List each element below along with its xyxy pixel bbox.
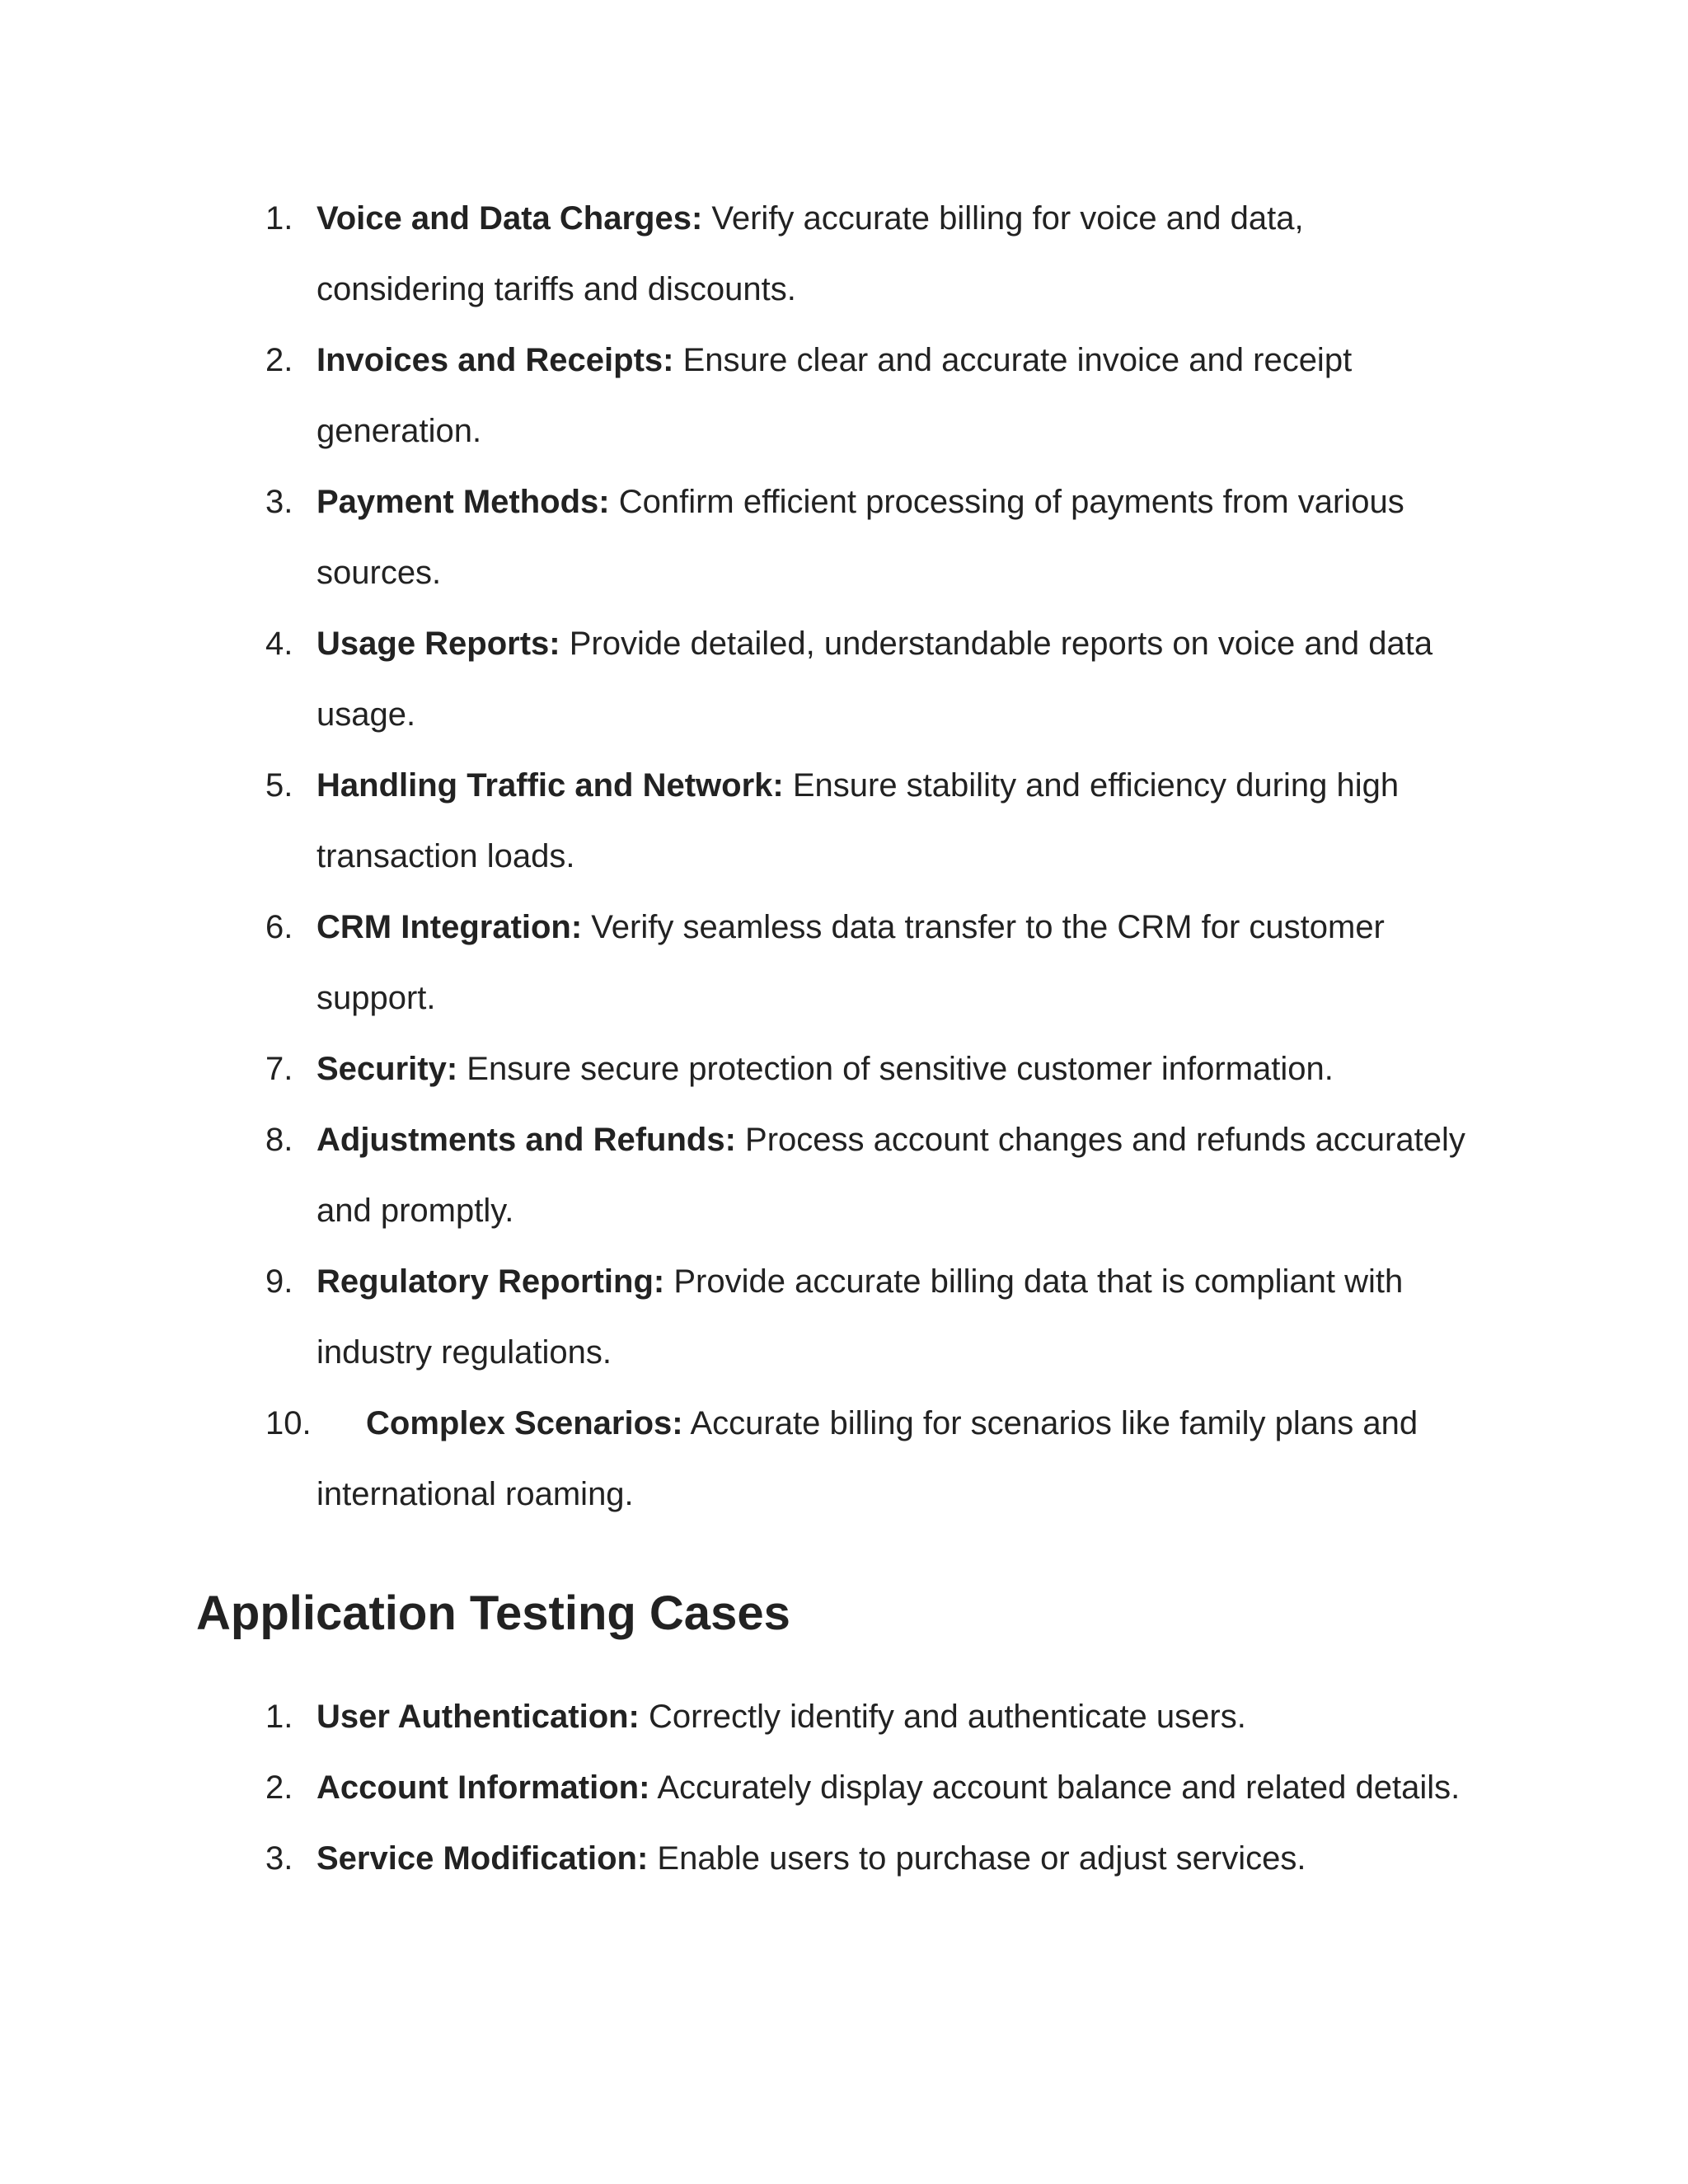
list-number: 2. [265,1769,293,1806]
item-text: Ensure stability and efficiency during high transaction loads. [316,767,1400,874]
list-number: 7. [265,1051,293,1087]
item-title: Regulatory Reporting: [316,1263,665,1300]
item-title: Security: [316,1051,458,1087]
list-item [265,1681,1469,1752]
list-item [265,750,1469,892]
item-text: Verify seamless data transfer to the CRM for customer support. [316,909,1385,1016]
billing-test-list [265,183,1469,1530]
application-test-list [265,1681,1469,1894]
item-title: Handling Traffic and Network: [316,767,784,804]
list-number: 2. [265,342,293,378]
list-number: 9. [265,1263,293,1300]
item-title: Adjustments and Refunds: [316,1122,736,1158]
list-item [265,183,1469,325]
list-item [265,1823,1469,1894]
list-number: 3. [265,1840,293,1877]
list-item [265,1388,1469,1530]
item-title: CRM Integration: [316,909,583,945]
item-title: Voice and Data Charges: [316,200,703,237]
item-text: Provide detailed, understandable reports on voice and data usage. [316,626,1433,733]
list-item [265,1033,1469,1104]
item-text: Provide accurate billing data that is compliant with industry regulations. [316,1263,1404,1371]
list-number: 1. [265,1699,293,1735]
item-title: Account Information: [316,1769,650,1806]
item-text: Enable users to purchase or adjust services. [648,1840,1306,1877]
list-number: 4. [265,626,293,662]
item-text: Accurate billing for scenarios like family plans and international roaming. [316,1405,1418,1512]
item-title: Service Modification: [316,1840,649,1877]
item-text: Confirm efficient processing of payments from various sources. [316,484,1404,591]
section-heading: Application Testing Cases [196,1586,790,1640]
item-text: Verify accurate billing for voice and data, considering tariffs and discounts. [316,200,1304,307]
list-number: 6. [265,909,293,945]
list-number: 10. [265,1405,312,1441]
item-title: Invoices and Receipts: [316,342,674,378]
list-item [265,608,1469,750]
item-title: User Authentication: [316,1699,640,1735]
list-item [265,325,1469,466]
item-title: Complex Scenarios: [366,1405,683,1441]
list-item [265,1752,1469,1823]
list-item [265,1246,1469,1388]
list-item [265,892,1469,1033]
item-title: Payment Methods: [316,484,610,520]
list-item [265,466,1469,608]
item-text: Ensure clear and accurate invoice and receipt generation. [316,342,1353,449]
item-text: Ensure secure protection of sensitive customer information. [457,1051,1334,1087]
list-number: 1. [265,200,293,237]
list-number: 8. [265,1122,293,1158]
item-text: Process account changes and refunds accurately and promptly. [316,1122,1465,1229]
item-text: Correctly identify and authenticate users. [639,1699,1246,1735]
list-item [265,1104,1469,1246]
list-number: 3. [265,484,293,520]
item-title: Usage Reports: [316,626,560,662]
item-text: Accurately display account balance and related details. [649,1769,1461,1806]
list-number: 5. [265,767,293,804]
